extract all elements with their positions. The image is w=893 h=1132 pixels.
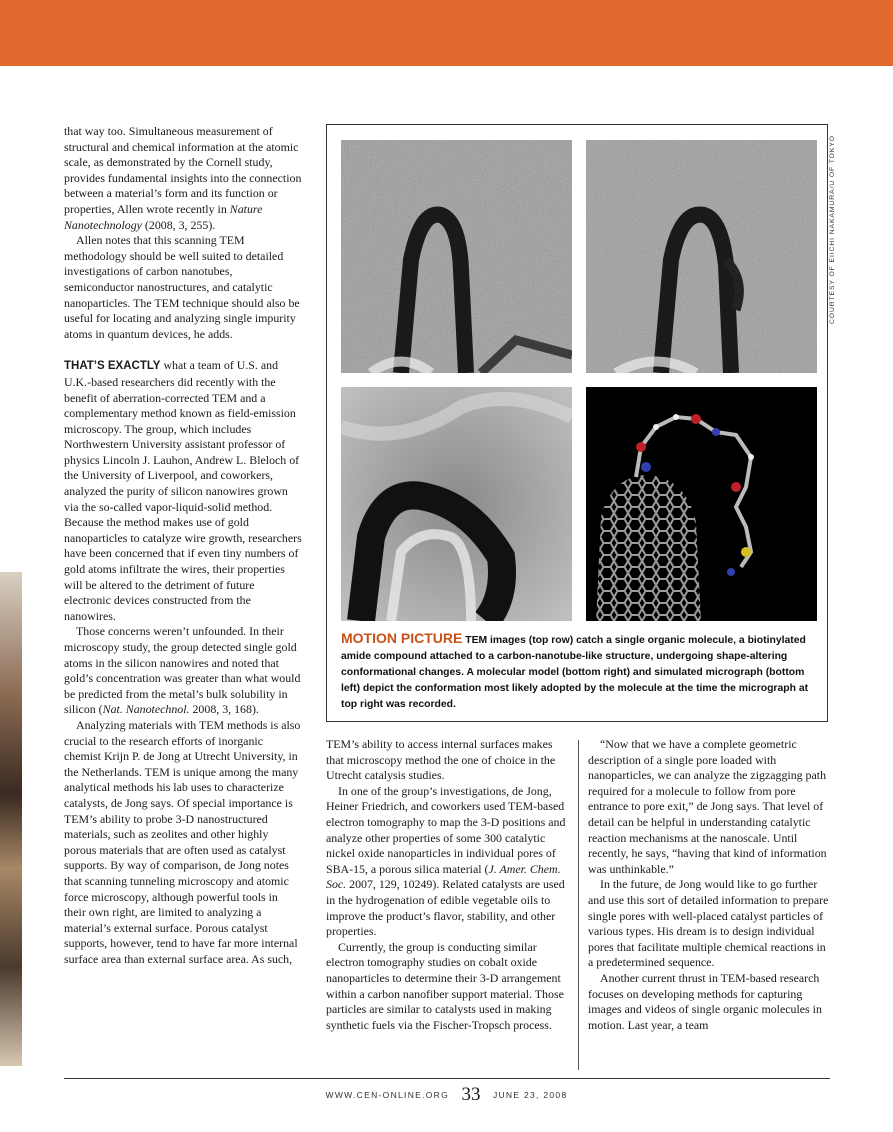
paragraph: In the future, de Jong would like to go further and use this sort of detailed information to prepare single pores with well-placed catalyst particles of various types. His dream is to design individual pores that facilitate multiple chemical reactions in a predetermined sequence. — [588, 877, 829, 970]
paragraph: THAT’S EXACTLY what a team of U.S. and U.K.-based researchers did recently with the benefit of aberration-corrected TEM and a complementary method known as field-emission microscopy. The group, which includes Northwestern University assistant professor of physics Lincoln J. Lauhon, Andrew L. Bleloch of the University of Liverpool, and coworkers, analyzed the purity of silicon nanowires grown via the so-called vapor-liquid-solid method. Because the method makes use of gold nanoparticles to catalyze wire growth, researchers have been concerned that if even tiny numbers of gold atoms infiltrate the wires, their properties will be altered to the detriment of future electronic devices constructed from the nanowires. — [64, 358, 302, 623]
paragraph: that way too. Simultaneous measurement of structural and chemical information at the atomic scale, as demonstrated by the Cornell study, provides fundamental insights into the connection between a material’s form and its function or properties, Allen wrote recently in Nature Nanotechnology (2008, 3, 255). — [64, 124, 302, 232]
journal-citation: Nat. Nanotechnol. — [102, 702, 190, 717]
figure-motion-picture — [326, 124, 828, 722]
footer-rule — [64, 1078, 830, 1079]
adjacent-page-photo-edge — [0, 572, 22, 1066]
journal-citation: Nature Nanotechnology — [64, 201, 263, 232]
issue-date: JUNE 23, 2008 — [492, 1090, 568, 1100]
molecular-model — [586, 387, 817, 621]
paragraph: Allen notes that this scanning TEM methodology should be well suited to detailed investigations of carbon nanotubes, semiconductor nanostructures, and catalytic nanoparticles. The TEM technique should also be useful for locating and analyzing single impurity atoms in quantum devices, he adds. — [64, 233, 300, 341]
paragraph: “Now that we have a complete geometric description of a single pore loaded with nanoparticles, we can analyze the zigzagging path required for a molecule to follow from pore entrance to pore exit,” de Jong says. That level of detail can be helpful in understanding catalytic reaction mechanisms at the nanoscale. Until recently, he says, “having that kind of information was unthinkable.” — [588, 737, 827, 876]
tem-image-top-left — [341, 140, 572, 373]
section-lead-in: THAT’S EXACTLY — [64, 360, 161, 373]
paragraph: TEM’s ability to access internal surfaces makes that microscopy method the one of choice in the Utrecht catalysis studies. — [326, 737, 556, 783]
website-url: WWW.CEN-ONLINE.ORG — [325, 1090, 450, 1100]
paragraph: Another current thrust in TEM-based research focuses on developing methods for capturing images and videos of single organic molecules in motion. Last year, a team — [588, 970, 822, 1032]
caption-text: TEM images (top row) catch a single organic molecule, a biotinylated amide compound attached to a carbon-nanotube-like structure, undergoing shape-altering conformational changes. A molecular model (bottom right) and simulated micrograph (bottom left) depict the conformation most likely adopted by the molecule at the time the micrograph at top right was recorded. — [341, 635, 809, 710]
journal-citation: J. Amer. Chem. Soc. — [326, 861, 561, 892]
paragraph: Currently, the group is conducting similar electron tomography studies on cobalt oxide nanoparticles to determine their 3-D arrangement within a carbon nanofiber support material. Those particles are similar to catalysts used in making synthetic fuels via the Fischer-Tropsch process. — [326, 939, 564, 1032]
simulated-micrograph — [341, 387, 572, 621]
paragraph: Those concerns weren’t unfounded. In their microscopy study, the group detected single gold atoms in the silicon nanowires and noted that gold’s concentration was greater than what would be predicted from the metal’s bulk solubility in silicon (Nat. Nanotechnol. 2008, 3, 168). — [64, 624, 301, 717]
page-number: 33 — [461, 1084, 481, 1105]
caption-title: MOTION PICTURE — [341, 630, 463, 646]
page-footer — [0, 1084, 893, 1106]
figure-caption — [341, 630, 817, 713]
paragraph: Analyzing materials with TEM methods is also crucial to the research efforts of inorganic chemist Krijn P. de Jong at Utrecht University, in the Netherlands. TEM is unique among the many analytical methods his lab uses to characterize catalysts, de Jong says. Of special importance is TEM’s ability to probe 3-D nanostructured materials, such as zeolites and other highly porous materials that are often used as catalyst supports. By way of comparison, de Jong notes that scanning tunneling microscopy and atomic force microscopy, although powerful tools in their own right, are limited to analyzing a material’s external surface. Porous catalyst supports, however, tend to have far more internal surface area than external surface area. As such, — [64, 717, 301, 966]
text-column-2 — [326, 737, 570, 1033]
paragraph: In one of the group’s investigations, de Jong, Heiner Friedrich, and coworkers used TEM-based electron tomography to map the 3-D positions and analyze other properties of some 300 catalytic nickel oxide nanoparticles in individual pores of SBA-15, a porous silica material (J. Amer. Chem. Soc. 2007, 129, 10249). Related catalysts are used in the hydrogenation of edible vegetable oils to improve the product’s flavor, stability, and other properties. — [326, 783, 566, 939]
column-divider — [578, 740, 579, 1070]
header-color-band — [0, 0, 893, 66]
text-column-3 — [588, 737, 830, 1033]
tem-image-top-right — [586, 140, 817, 373]
text-column-1 — [64, 124, 302, 967]
photo-credit: COURTESY OF EIICHI NAKAMURA/U OF TOKYO — [829, 135, 836, 324]
